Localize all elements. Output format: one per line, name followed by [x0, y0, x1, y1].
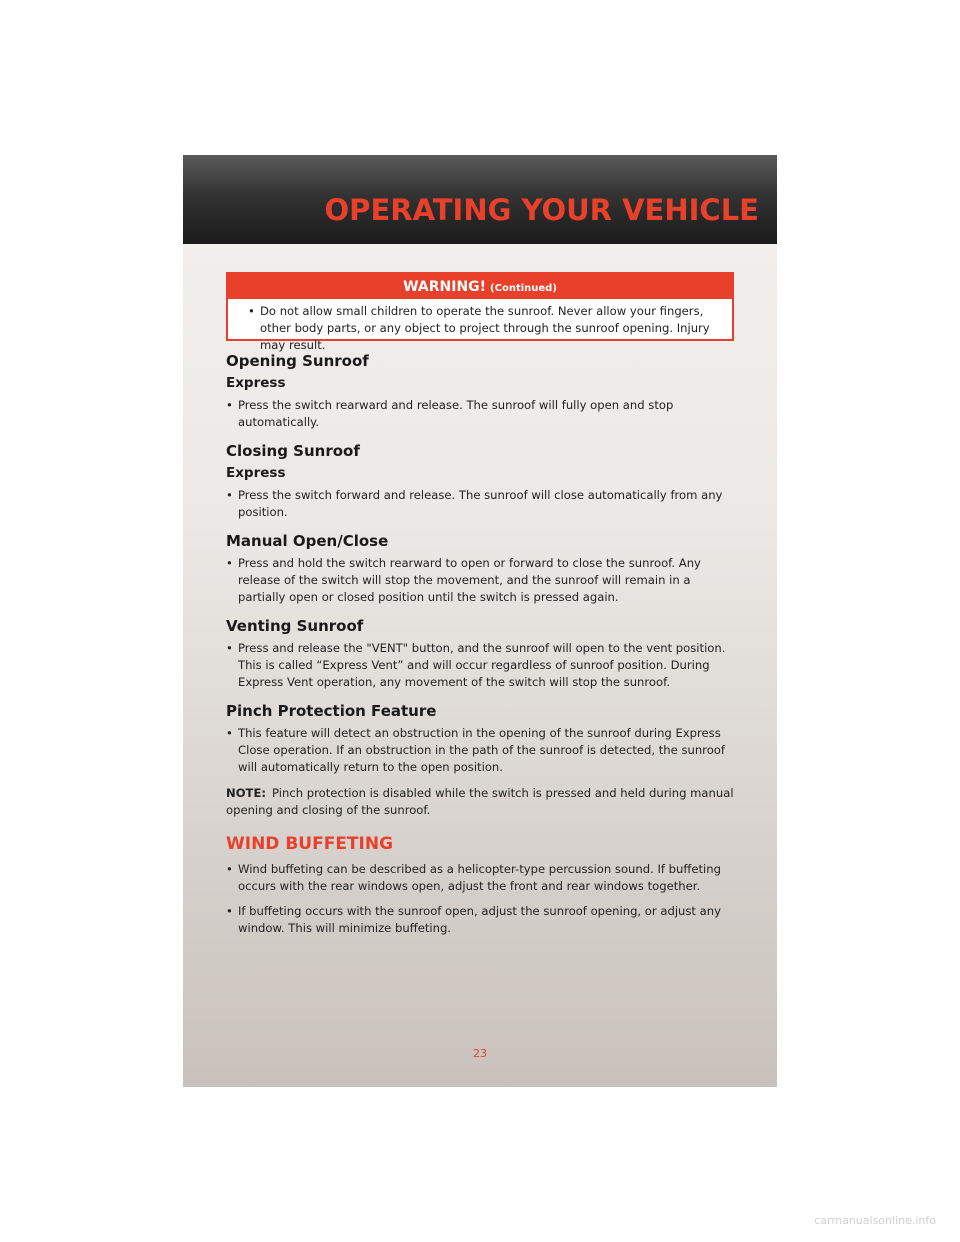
venting-text: • Press and release the "VENT" button, and the sunroof will open to the vent position. This is called “Express Vent” and will occur regardless of sunroof position. During Express Vent operation, any movement of the switch will stop the sunroof. — [226, 640, 738, 691]
page-number: 23 — [473, 1047, 487, 1060]
opening-sub: Express — [226, 375, 286, 391]
wind-heading: WIND BUFFETING — [226, 834, 394, 854]
main-content — [226, 351, 738, 937]
pinch-text: • This feature will detect an obstruction in the opening of the sunroof during Express Close operation. If an obstruction in the path of the sunroof is detected, the sunroof will automatically return to the open position. — [226, 725, 738, 776]
manual-page — [183, 155, 777, 1087]
venting-heading: Venting Sunroof — [226, 617, 364, 635]
pinch-heading: Pinch Protection Feature — [226, 702, 437, 720]
warning-box — [226, 272, 734, 352]
warning-text: • Do not allow small children to operate the sunroof. Never allow your fingers, other body parts, or any object to project through the sunroof opening. Injury may result. — [248, 303, 724, 354]
manual-heading: Manual Open/Close — [226, 532, 389, 550]
opening-heading: Opening Sunroof — [226, 352, 369, 370]
opening-text: • Press the switch rearward and release. The sunroof will fully open and stop automatically. — [226, 397, 738, 431]
warning-title: WARNING! — [403, 279, 487, 295]
note-label: NOTE: — [226, 786, 267, 800]
closing-heading: Closing Sunroof — [226, 442, 360, 460]
wind-item-1: • Wind buffeting can be described as a helicopter-type percussion sound. If buffeting occurs with the rear windows open, adjust the front and rear windows together. — [226, 861, 738, 895]
warning-continued: (Continued) — [490, 283, 557, 294]
closing-sub: Express — [226, 465, 286, 481]
pinch-note — [226, 785, 738, 819]
manual-text: • Press and hold the switch rearward to open or forward to close the sunroof. Any release of the switch will stop the movement, and the sunroof will remain in a partially open or closed position until the switch is pressed again. — [226, 555, 738, 606]
warning-body — [228, 299, 732, 354]
wind-item-2: • If buffeting occurs with the sunroof open, adjust the sunroof opening, or adjust any window. This will minimize buffeting. — [226, 903, 738, 937]
watermark: carmanualsonline.info — [814, 1214, 936, 1227]
header-title: OPERATING YOUR VEHICLE — [324, 193, 759, 227]
closing-text: • Press the switch forward and release. The sunroof will close automatically from any position. — [226, 487, 738, 521]
warning-header — [228, 274, 732, 299]
page-header — [183, 155, 777, 244]
note-text: Pinch protection is disabled while the switch is pressed and held during manual opening and closing of the sunroof. — [226, 786, 734, 817]
